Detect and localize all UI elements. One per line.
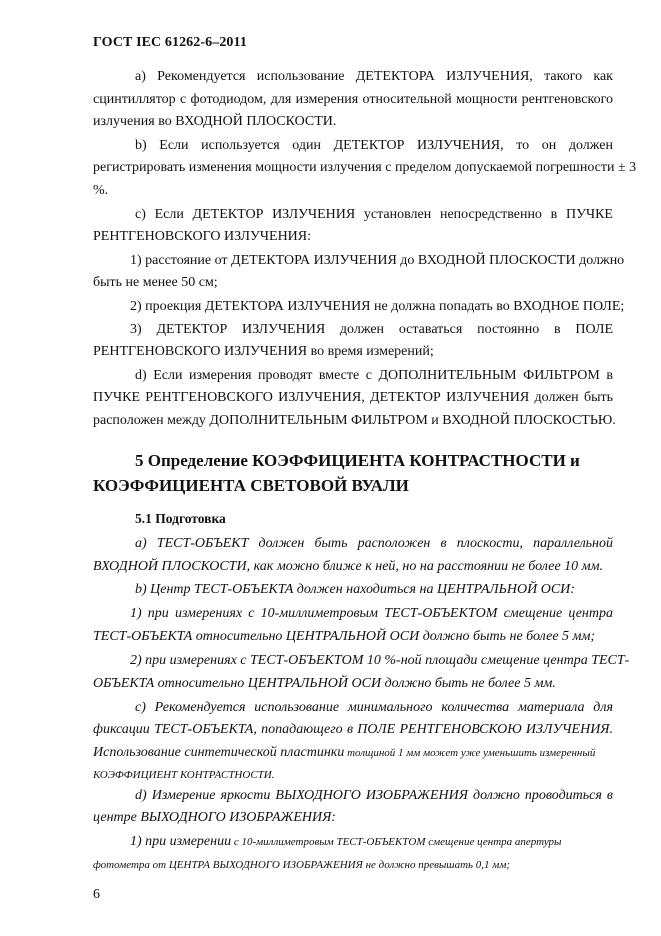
prep-c-line3 xyxy=(93,744,613,762)
prep-c-line3-part2: толщиной 1 мм может уже уменьшить измеренный xyxy=(344,747,596,759)
prep-b-sub1-line1: 1) при измерениях с 10-миллиметровым ТЕСТ-ОБЪЕКТОМ смещение центра xyxy=(130,606,613,621)
prep-c-line1: c) Рекомендуется использование минимального количества материала для xyxy=(135,700,613,715)
section5-title-line2: КОЭФФИЦИЕНТА СВЕТОВОЙ ВУАЛИ xyxy=(93,476,409,495)
prep-a-line2: ВХОДНОЙ ПЛОСКОСТИ, как можно ближе к ней, но на расстоянии не более 10 мм. xyxy=(93,559,604,574)
item-c-sub3-line2: РЕНТГЕНОВСКОГО ИЗЛУЧЕНИЯ во время измерений; xyxy=(93,344,434,359)
prep-c-line4: КОЭФФИЦИЕНТ КОНТРАСТНОСТИ. xyxy=(93,769,275,781)
standard-header: ГОСТ IEC 61262-6–2011 xyxy=(93,35,247,50)
page-number: 6 xyxy=(93,887,100,902)
prep-b-sub1-line2: ТЕСТ-ОБЪЕКТА относительно ЦЕНТРАЛЬНОЙ ОСИ должно быть не более 5 мм; xyxy=(93,629,596,644)
prep-c-line2: фиксации ТЕСТ-ОБЪЕКТА, попадающего в ПОЛЕ РЕНТГЕНОВСКОЮ ИЗЛУЧЕНИЯ. xyxy=(93,722,613,737)
prep-d-sub1-part2: с 10-миллиметровым ТЕСТ-ОБЪЕКТОМ смещение центра апертуры xyxy=(231,836,562,848)
prep-d-line2: центре ВЫХОДНОГО ИЗОБРАЖЕНИЯ: xyxy=(93,810,336,825)
item-c-sub3-line1: 3) ДЕТЕКТОР ИЗЛУЧЕНИЯ должен оставаться постоянно в ПОЛЕ xyxy=(130,322,613,337)
item-b-line3: %. xyxy=(93,183,109,198)
item-b-line2: регистрировать изменения мощности излучения с пределом допускаемой погрешности ± 3 xyxy=(93,160,637,175)
item-c-line2: РЕНТГЕНОВСКОГО ИЗЛУЧЕНИЯ: xyxy=(93,229,312,244)
prep-d-sub1-line1 xyxy=(130,833,613,851)
prep-c-line3-part1: Использование синтетической пластинки xyxy=(93,745,345,760)
prep-a-line1: a) ТЕСТ-ОБЪЕКТ должен быть расположен в плоскости, параллельной xyxy=(135,536,613,551)
item-c-sub1-line2: быть не менее 50 см; xyxy=(93,275,218,290)
item-d-line3: расположен между ДОПОЛНИТЕЛЬНЫМ ФИЛЬТРОМ и ВХОДНОЙ ПЛОСКОСТЬЮ. xyxy=(93,413,616,428)
item-c-sub1-line1: 1) расстояние от ДЕТЕКТОРА ИЗЛУЧЕНИЯ до ВХОДНОЙ ПЛОСКОСТИ должно xyxy=(130,253,625,268)
prep-d-sub1-line2: фотометра от ЦЕНТРА ВЫХОДНОГО ИЗОБРАЖЕНИЯ не должно превышать 0,1 мм; xyxy=(93,859,511,871)
item-d-line1: d) Если измерения проводят вместе с ДОПОЛНИТЕЛЬНЫМ ФИЛЬТРОМ в xyxy=(135,368,613,383)
prep-d-sub1-part1: 1) при измерении xyxy=(130,834,232,849)
item-a-line2: сцинтиллятор с фотодиодом, для измерения относительной мощности рентгеновского xyxy=(93,92,613,107)
subsection-5-1-title: 5.1 Подготовка xyxy=(135,511,226,526)
section5-title-line1: 5 Определение КОЭФФИЦИЕНТА КОНТРАСТНОСТИ и xyxy=(135,451,580,470)
item-c-line1: c) Если ДЕТЕКТОР ИЗЛУЧЕНИЯ установлен непосредственно в ПУЧКЕ xyxy=(135,207,613,222)
item-a-line1: a) Рекомендуется использование ДЕТЕКТОРА ИЗЛУЧЕНИЯ, такого как xyxy=(135,69,613,84)
prep-d-line1: d) Измерение яркости ВЫХОДНОГО ИЗОБРАЖЕНИЯ должно проводиться в xyxy=(135,788,613,803)
item-a-line3: излучения во ВХОДНОЙ ПЛОСКОСТИ. xyxy=(93,114,337,129)
prep-b-line1: b) Центр ТЕСТ-ОБЪЕКТА должен находиться на ЦЕНТРАЛЬНОЙ ОСИ: xyxy=(135,582,575,597)
item-c-sub2: 2) проекция ДЕТЕКТОРА ИЗЛУЧЕНИЯ не должна попадать во ВХОДНОЕ ПОЛЕ; xyxy=(130,299,625,314)
item-b-line1: b) Если используется один ДЕТЕКТОР ИЗЛУЧЕНИЯ, то он должен xyxy=(135,138,613,153)
prep-b-sub2-line1: 2) при измерениях с ТЕСТ-ОБЪЕКТОМ 10 %-ной площади смещение центра ТЕСТ- xyxy=(130,653,630,668)
prep-b-sub2-line2: ОБЪЕКТА относительно ЦЕНТРАЛЬНОЙ ОСИ должно быть не более 5 мм. xyxy=(93,676,556,691)
item-d-line2: ПУЧКЕ РЕНТГЕНОВСКОГО ИЗЛУЧЕНИЯ, ДЕТЕКТОР ИЗЛУЧЕНИЯ должен быть xyxy=(93,390,613,405)
